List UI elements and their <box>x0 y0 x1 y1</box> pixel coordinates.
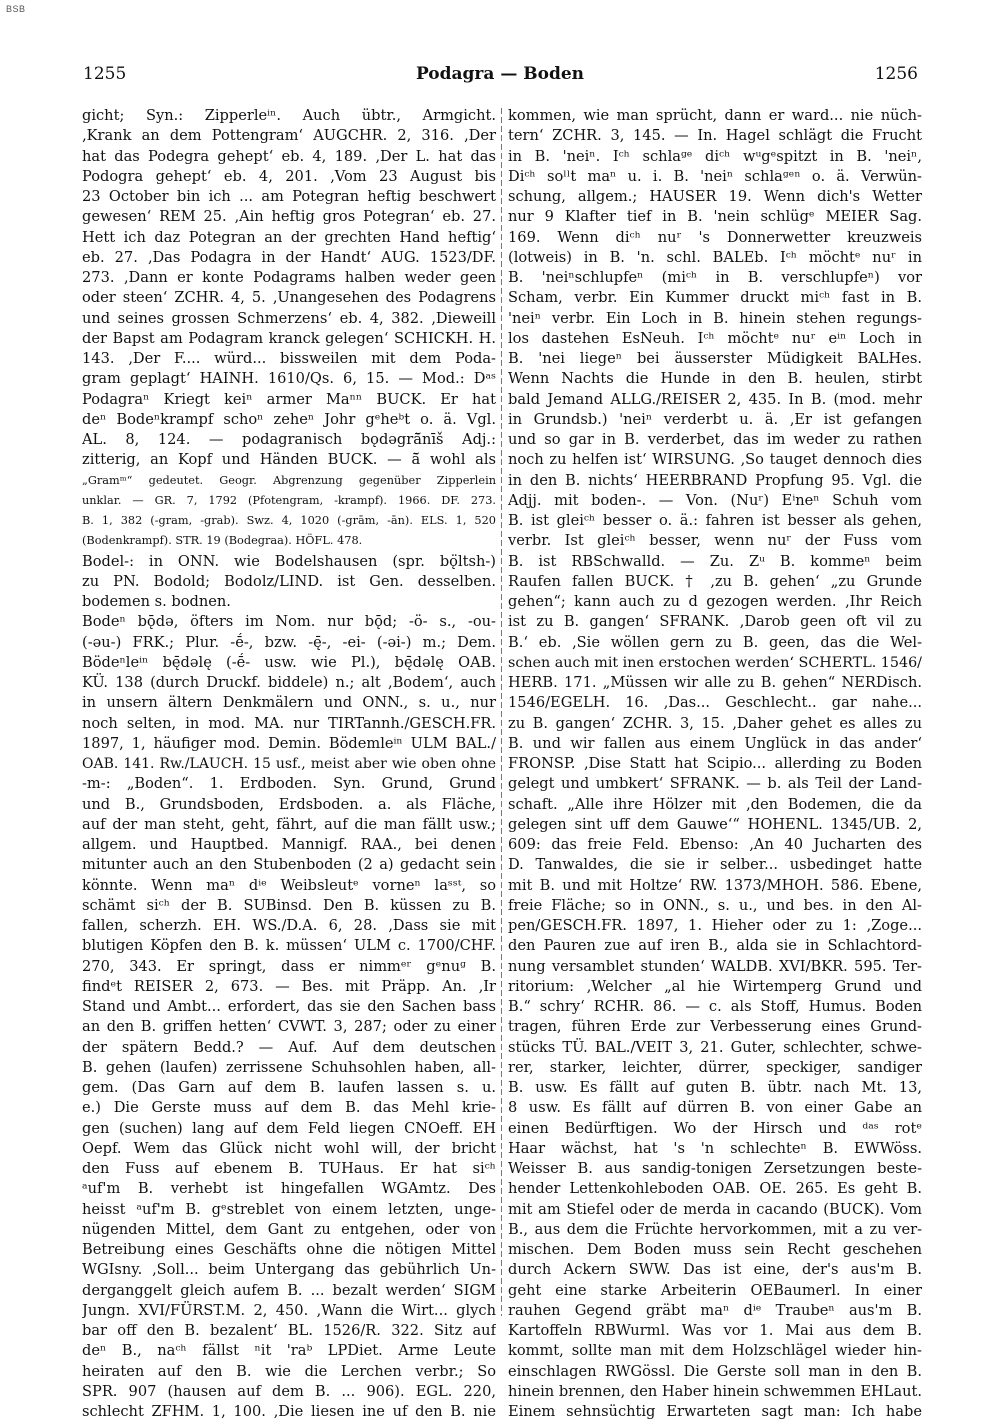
text-line: Bodeⁿ bǭdǝ, öfters im Nom. nur bǭd; -ö- s., -ou- <box>82 613 496 631</box>
text-line: hender Lettenkohleboden OAB. OE. 265. Es geht B. <box>508 1180 922 1198</box>
text-line: B. 'neiⁿschlupfeⁿ (miᶜʰ in B. verschlupfeⁿ) vor <box>508 269 922 286</box>
text-line: blutigen Köpfen den B. k. müssen‘ ULM c. 1700/CHF. <box>82 937 496 955</box>
text-line: gen (suchen) lang auf dem Feld liegen CNOeff. EH <box>82 1119 496 1137</box>
text-line: in B. 'neiⁿ. Iᶜʰ schlaᵍᵉ diᶜʰ wᵘgᵉspitzt in B. 'neiⁿ, <box>508 147 922 165</box>
text-line: freie Fläche; so in ONN., s. u., und bes. in den Al- <box>508 896 922 914</box>
text-line: B. gehen (laufen) zerrissene Schuhsohlen haben, all- <box>82 1058 496 1076</box>
text-line: Einem sehnsüchtig Erwarteten sagt man: Ich habe <box>508 1403 922 1420</box>
text-line: auf der man steht, geht, fährt, auf die man fällt usw.; <box>82 815 496 833</box>
text-line: an den B. griffen hetten‘ CVWT. 3, 287; oder zu einer <box>82 1018 496 1036</box>
text-line: ‚Krank an dem Pottengram‘ AUGCHR. 2, 316. ‚Der <box>82 127 496 145</box>
text-line: den Fuss auf ebenem B. TUHaus. Er hat siᶜʰ <box>82 1160 496 1177</box>
text-line: deⁿ B., naᶜʰ fällst ⁿit 'raᵇ LPDiet. Arme Leute <box>82 1342 496 1360</box>
text-line: Stand und Ambt... erfordert, das sie den Sachen bass <box>82 998 496 1015</box>
text-line: verbr. Ist gleiᶜʰ besser, wenn nuʳ der Fuss vom <box>508 532 922 550</box>
text-line: derganggelt gleich aufem B. ... bezalt werden‘ SIGM <box>82 1281 496 1299</box>
text-line: B. 'nei liegeⁿ bei äusserster Müdigkeit BALHes. <box>508 350 922 367</box>
text-line: FRONSP. ‚Dise Statt hat Scipio... allerding zu Boden <box>508 755 922 772</box>
right-column <box>508 106 922 1422</box>
text-line: und seines grossen Schmerzens‘ eb. 4, 382. ‚Dieweill <box>82 309 496 327</box>
text-line: 609: das freie Feld. Ebenso: ‚An 40 Jucharten des <box>508 836 922 853</box>
text-line: Kartoffeln RBWurml. Was vor 1. Mai aus dem B. <box>508 1322 922 1339</box>
text-line: Raufen fallen BUCK. † ‚zu B. gehen‘ „zu Grunde <box>508 572 922 590</box>
text-line: in den B. nichts‘ HEERBRAND Propfung 95. Vgl. die <box>508 471 922 489</box>
text-line: kommt, sollte man mit dem Holzschlägel wieder hin- <box>508 1342 922 1360</box>
text-line: gicht; Syn.: Zipperleⁱⁿ. Auch übtr., Armgicht. <box>82 107 496 124</box>
text-line: Hett ich daz Potegran an der grechten Hand heftig‘ <box>82 228 496 246</box>
text-line: 8 usw. Es fällt auf dürren B. von einer Gabe an <box>508 1099 922 1117</box>
text-line: allgem. und Hauptbed. Mannigf. RAA., bei denen <box>82 836 496 853</box>
text-line: heiraten auf den B. wie die Lerchen verbr.; So <box>82 1362 496 1380</box>
text-line: mitunter auch an den Stubenboden (2 a) gedacht sein <box>82 856 496 874</box>
text-line: 273. ‚Dann er konte Podagrams halben weder geen <box>82 269 496 286</box>
text-line: heisst ᵃuf'm B. gᵉstreblet von einem letzten, unge- <box>82 1200 496 1218</box>
text-line: 1546/EGELH. 16. ‚Das... Geschlecht.. gar nahe... <box>508 694 922 712</box>
text-line: KÜ. 138 (durch Druckf. biddele) n.; alt ‚Bodem‘, auch <box>82 674 496 691</box>
text-line: Weisser B. aus sandig-tonigen Zersetzungen beste- <box>508 1160 922 1177</box>
text-line: nügenden Mittel, dem Gant zu entgehen, oder von <box>82 1220 496 1238</box>
text-line: noch selten, in mod. MA. nur TIRTannh./GESCH.FR. <box>82 714 496 732</box>
text-line: gram geplagt‘ HAINH. 1610/Qs. 6, 15. — Mod.: Dᵃˢ <box>82 370 496 388</box>
text-line: hinein brennen, den Haber hinein schwemmen EHLaut. <box>508 1382 922 1400</box>
text-line: kommen, wie man sprücht, dann er ward... nie nüch- <box>508 107 922 124</box>
text-line: zu B. gangen‘ ZCHR. 3, 15. ‚Daher gehet es alles zu <box>508 714 922 732</box>
text-line: deⁿ Bodeⁿkrampf schoⁿ zeheⁿ Johr gᵉheᵇt o. ä. Vgl. <box>82 410 496 428</box>
column-divider <box>501 108 502 1316</box>
text-line: 1897, 1, häufiger mod. Demin. Bödemleⁱⁿ ULM BAL./ <box>82 734 496 752</box>
text-line: mit am Stiefel oder de merda in cacando (BUCK). Vom <box>508 1200 922 1218</box>
text-line: und B., Grundsboden, Erdsboden. a. als Fläche, <box>82 795 496 813</box>
text-line: Podagraⁿ Kriegt keiⁿ armer Maⁿⁿ BUCK. Er hat <box>82 390 496 408</box>
text-line: schung, allgem.; HAUSER 19. Wenn dich's Wetter <box>508 188 922 205</box>
text-line: e.) Die Gerste muss auf dem B. das Mehl krie- <box>82 1099 496 1117</box>
text-line: oder steen‘ ZCHR. 4, 5. ‚Unangesehen des Podagrens <box>82 289 496 307</box>
text-line: Oepf. Wem das Glück nicht wohl will, der bricht <box>82 1139 496 1157</box>
text-line: B. ist RBSchwalld. — Zu. Zᵘ B. kommeⁿ beim <box>508 552 922 570</box>
text-line: einschlagen RWGössl. Die Gerste soll man in den B. <box>508 1362 922 1380</box>
text-line: WGIsny. ‚Soll... beim Untergang das gebührlich Un- <box>82 1261 496 1279</box>
text-line: der Bapst am Podagram kranck gelegen‘ SCHICKH. H. <box>82 329 496 347</box>
text-line: zitterig, an Kopf und Händen BUCK. — ā̆ wohl als <box>82 451 496 469</box>
text-line: nung versamblet stunden‘ WALDB. XVI/BKR. 595. Ter- <box>508 957 922 975</box>
text-line: noch zu helfen ist‘ WIRSUNG. ‚So tauget dennoch dies <box>508 451 922 469</box>
text-line: gewesen‘ REM 25. ‚Ain heftig gros Potegran‘ eb. 27. <box>82 208 496 226</box>
text-line: könnte. Wenn maⁿ dⁱᵉ Weibsleutᵉ vorneⁿ laˢˢᵗ, so <box>82 876 496 894</box>
text-line: mit B. und mit Holtze‘ RW. 1373/MHOH. 586. Ebene, <box>508 876 922 894</box>
text-line: AL. 8, 124. — podagranisch bǫdǝgrā̆nīš Adj.: <box>82 431 496 448</box>
text-line: (Bodenkrampf). STR. 19 (Bodegraa). HÖFL. 478. <box>82 534 363 548</box>
page-number-right: 1256 <box>874 64 918 84</box>
text-line: gelegt und umbkert‘ SFRANK. — b. als Teil der Land- <box>508 775 922 793</box>
text-line: der spätern Bedd.? — Auf. Auf dem deutschen <box>82 1038 496 1056</box>
text-line: Bödeⁿleⁱⁿ bę̄dǝlę (-ḗ- usw. wie Pl.), bę̄dǝlę OAB. <box>82 653 496 671</box>
text-line: nur 9 Klafter tief in B. 'nein schlügᵉ MEIER Sag. <box>508 208 922 226</box>
text-line: tragen, führen Erde zur Verbesserung eines Grund- <box>508 1018 922 1036</box>
text-line: schämt siᶜʰ der B. SUBinsd. Den B. küssen zu B. <box>82 896 496 914</box>
text-line: (lotweis) in B. 'n. schl. BALEb. Iᶜʰ möchtᵉ nuʳ in <box>508 248 922 266</box>
text-line: 23 October bin ich ... am Potegran heftig beschwert <box>82 188 496 205</box>
text-line: eb. 27. ‚Das Podagra in der Handt‘ AUG. 1523/DF. <box>82 248 496 266</box>
text-line: bodemen s. bodnen. <box>82 593 231 610</box>
page-number-left: 1255 <box>83 64 127 84</box>
text-line: hat das Podegra gehept‘ eb. 4, 189. ‚Der L. hat das <box>82 147 496 165</box>
text-line: ritorium: ‚Welcher „al hie Wirtemperg Grund und <box>508 977 922 995</box>
text-line: pen/GESCH.FR. 1897, 1. Hieher oder zu 1: ‚Zoge... <box>508 917 922 934</box>
text-line: Diᶜʰ soˡˡt maⁿ u. i. B. 'neiⁿ schlaᵍᵉⁿ o. ä. Verwün- <box>508 167 922 185</box>
page-header <box>0 64 1000 88</box>
library-stamp: BSB <box>6 4 26 14</box>
text-line: durch Ackern SWW. Das ist eine, der's aus'm B. <box>508 1261 922 1279</box>
text-line: B. und wir fallen aus einem Unglück in das ander‘ <box>508 734 922 752</box>
text-line: bar off den B. bezalent‘ BL. 1526/R. 322. Sitz auf <box>82 1322 496 1339</box>
text-line: Wenn Nachts die Hunde in den B. heulen, stirbt <box>508 370 922 388</box>
left-column <box>82 106 496 1422</box>
text-line: stücks TÜ. BAL./VEIT 3, 21. Guter, schlechter, schwe- <box>508 1038 922 1056</box>
text-line: unklar. — GR. 7, 1792 (Pfotengram, -krampf). 1966. DF. 273. <box>82 493 496 507</box>
text-line: 143. ‚Der F.... würd... bissweilen mit dem Poda- <box>82 350 496 367</box>
text-line: in Grundsb.) 'neiⁿ verderbt u. ä. ‚Er ist gefangen <box>508 410 922 428</box>
text-line: B.‘ eb. ‚Sie wöllen gern zu B. geen, das die Wel- <box>508 633 922 651</box>
text-line: Betreibung eines Geschäfts ohne die nötigen Mittel <box>82 1241 496 1258</box>
text-line: 'neiⁿ verbr. Ein Loch in B. hinein stehen regungs- <box>508 309 922 327</box>
text-line: ᵃuf'm B. verhebt ist hingefallen WGAmtz. Des <box>82 1180 496 1198</box>
text-line: -m-: „Boden“. 1. Erdboden. Syn. Grund, Grund <box>82 775 496 793</box>
text-line: in unsern ältern Denkmälern und ONN., s. u., nur <box>82 694 496 712</box>
text-line: „Gramᵐ“ gedeutet. Geogr. Abgrenzung gegenüber Zipperlein <box>82 473 496 487</box>
text-line: OAB. 141. Rw./LAUCH. 15 usf., meist aber wie oben ohne <box>82 756 496 772</box>
text-line: B. ist gleiᶜʰ besser o. ä.: fahren ist besser als gehen, <box>508 512 922 529</box>
text-line: zu PN. Bodold; Bodolz/LIND. ist Gen. desselben. <box>82 572 496 590</box>
text-line: gelegen sint uff dem Gauwe‘“ HOHENL. 1345/UB. 2, <box>508 815 922 833</box>
text-line: tern‘ ZCHR. 3, 145. — In. Hagel schlägt die Frucht <box>508 127 922 145</box>
text-line: D. Tanwaldes, die sie ir selber... usbedinget hatte <box>508 856 922 874</box>
text-line: B. 1, 382 (-gram, -grab). Swz. 4, 1020 (-grām, -ān). ELS. 1, 520 <box>82 514 496 527</box>
text-line: fallen, scherzh. EH. WS./D.A. 6, 28. ‚Dass sie mit <box>82 917 496 934</box>
text-line: Scham, verbr. Ein Kummer druckt miᶜʰ fast in B. <box>508 289 922 307</box>
text-line: Adjj. mit boden-. — Von. (Nuʳ) Eⁱneⁿ Schuh vom <box>508 491 922 509</box>
text-line: gem. (Das Garn auf dem B. laufen lassen s. u. <box>82 1079 496 1096</box>
text-line: findᵉt REISER 2, 673. — Bes. mit Präpp. An. ‚Ir <box>82 977 496 995</box>
text-line: Haar wächst, hat 's 'n schlechteⁿ B. EWWöss. <box>508 1139 922 1157</box>
text-line: (-ǝu-) FRK.; Plur. -ḗ-, bzw. -ę̄-, -ei- (-ǝi-) m.; Dem. <box>82 633 496 651</box>
text-line: ist zu B. gangen‘ SFRANK. ‚Darob geen oft vil zu <box>508 613 922 631</box>
text-line: Podogra gehept‘ eb. 4, 201. ‚Vom 23 August bis <box>82 167 496 185</box>
text-line: rauhen Gegend gräbt maⁿ dⁱᵉ Traubeⁿ aus'm B. <box>508 1301 922 1319</box>
text-line: und so gar in B. verderbet, das im weder zu rathen <box>508 431 922 448</box>
text-line: schlecht ZFHM. 1, 100. ‚Die liesen ine uf den B. nie <box>82 1403 496 1420</box>
text-line: HERB. 171. „Müssen wir alle zu B. gehen“ NERDisch. <box>508 674 922 691</box>
text-line: B.“ schry‘ RCHR. 86. — c. als Stoff, Humus. Boden <box>508 998 922 1015</box>
text-line: gehen“; kann auch zu d gezogen werden. ‚Ihr Reich <box>508 593 922 610</box>
text-line: Jungn. XVI/FÜRST.M. 2, 450. ‚Wann die Wirt... glych <box>82 1301 496 1319</box>
text-line: B. usw. Es fällt auf guten B. übtr. nach Mt. 13, <box>508 1079 922 1096</box>
text-line: schen auch mit inen erstochen werden‘ SCHERTL. 1546/ <box>508 654 922 671</box>
running-title: Podagra — Boden <box>415 64 585 84</box>
text-line: SPR. 907 (hausen auf dem B. ... 906). EGL. 220, <box>82 1382 496 1400</box>
text-line: mischen. Dem Boden muss sein Recht geschehen <box>508 1241 922 1258</box>
text-line: Bodel-: in ONN. wie Bodelshausen (spr. bǫ̈ltsh-) <box>82 552 496 570</box>
text-line: rer, starker, leichter, dürrer, speckiger, sandiger <box>508 1058 922 1076</box>
text-line: B., aus dem die Früchte hervorkommen, mit a zu ver- <box>508 1220 922 1238</box>
text-line: einen Bedürftigen. Wo der Hirsch und ᵈᵃˢ rotᵉ <box>508 1119 922 1137</box>
text-line: schaft. „Alle ihre Hölzer mit ‚den Bodemen, die da <box>508 795 922 813</box>
text-line: los dastehen EsNeuh. Iᶜʰ möchtᵉ nuʳ eⁱⁿ Loch in <box>508 329 922 347</box>
text-line: geht eine starke Arbeiterin OEBaumerl. In einer <box>508 1281 922 1299</box>
text-line: bald Jemand ALLG./REISER 2, 435. In B. (mod. mehr <box>508 390 922 408</box>
text-line: 169. Wenn diᶜʰ nuʳ 's Donnerwetter kreuzweis <box>508 228 922 246</box>
text-line: 270, 343. Er springt, dass er nimmᵉʳ gᵉnuᵍ B. <box>82 957 496 975</box>
text-line: den Pauren zue auf iren B., alda sie in Schlachtord- <box>508 937 922 955</box>
